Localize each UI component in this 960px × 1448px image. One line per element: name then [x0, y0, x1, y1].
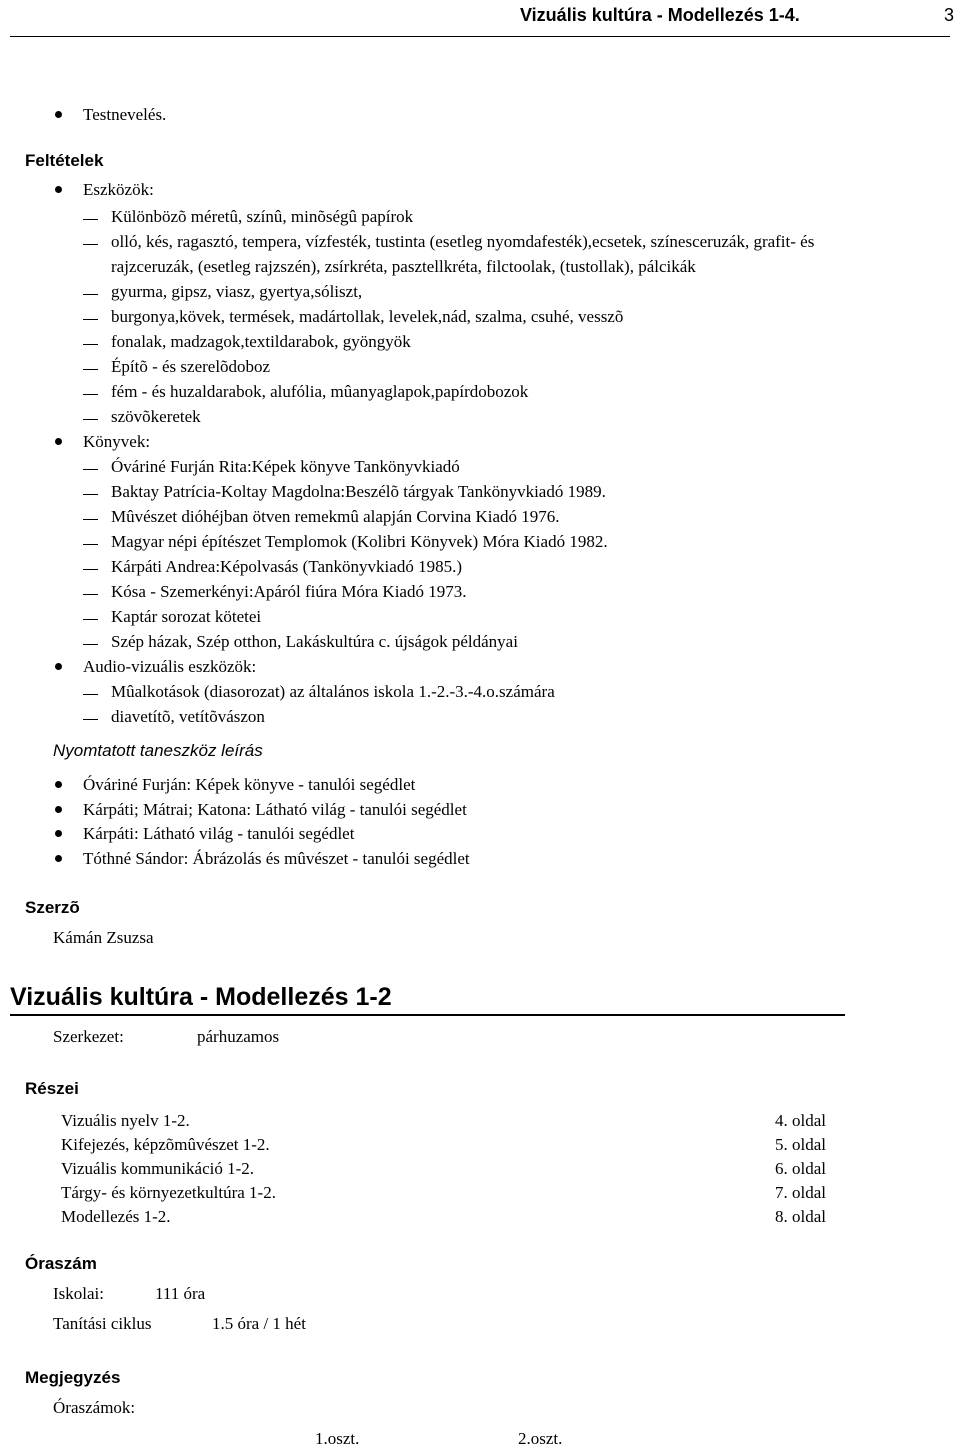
heading-feltetelek: Feltételek [25, 151, 104, 170]
list-item: Baktay Patrícia-Koltay Magdolna:Beszélõ tárgyak Tankönyvkiadó 1989. [111, 482, 606, 501]
label-szerkezet: Szerkezet: [53, 1027, 124, 1046]
dash-icon [83, 394, 98, 395]
section-title-rule [10, 1014, 845, 1016]
dash-icon [83, 219, 98, 220]
bullet-icon [55, 663, 62, 670]
dash-icon [83, 594, 98, 595]
column-header-1-oszt: 1.oszt. [315, 1429, 360, 1448]
dash-icon [83, 494, 98, 495]
list-item: Kárpáti; Mátrai; Katona: Látható világ - tanulói segédlet [83, 800, 467, 819]
list-item: diavetítõ, vetítõvászon [111, 707, 265, 726]
list-item: Kaptár sorozat kötetei [111, 607, 262, 626]
list-item: Mûalkotások (diasorozat) az általános iskola 1.-2.-3.-4.o.számára [111, 682, 555, 701]
dash-icon [83, 319, 98, 320]
list-item: Mûvészet dióhéjban ötven remekmû alapján Corvina Kiadó 1976. [111, 507, 560, 526]
value-iskolai: 111 óra [155, 1284, 206, 1303]
table-row-page: 7. oldal [775, 1183, 826, 1202]
list-item: Kósa - Szemerkényi:Apáról fiúra Móra Kiadó 1973. [111, 582, 467, 601]
heading-megjegyzes: Megjegyzés [25, 1368, 121, 1387]
dash-icon [83, 344, 98, 345]
page-number: 3 [944, 5, 955, 25]
table-row-page: 5. oldal [775, 1135, 826, 1154]
list-item: Óváriné Furján Rita:Képek könyve Tankönyvkiadó [111, 457, 460, 476]
bullet-icon [55, 186, 62, 193]
table-row-name: Modellezés 1-2. [61, 1207, 171, 1226]
list-item: Építõ - és szerelõdoboz [111, 357, 271, 376]
dash-icon [83, 294, 98, 295]
dash-icon [83, 569, 98, 570]
column-header-2-oszt: 2.oszt. [518, 1429, 563, 1448]
table-row-page: 6. oldal [775, 1159, 826, 1178]
dash-icon [83, 369, 98, 370]
table-row-page: 4. oldal [775, 1111, 826, 1130]
bullet-icon [55, 855, 62, 862]
author-name: Kámán Zsuzsa [53, 928, 154, 947]
section-title: Vizuális kultúra - Modellezés 1-2 [10, 983, 392, 1011]
list-item: Kárpáti Andrea:Képolvasás (Tankönyvkiadó 1985.) [111, 557, 462, 576]
label-tanitasi-ciklus: Tanítási ciklus [53, 1314, 152, 1333]
list-item-testneveles: Testnevelés. [83, 105, 167, 124]
list-item: gyurma, gipsz, viasz, gyertya,sóliszt, [111, 282, 363, 301]
list-item: fonalak, madzagok,textildarabok, gyöngyök [111, 332, 411, 351]
table-row-page: 8. oldal [775, 1207, 826, 1226]
table-row-name: Kifejezés, képzõmûvészet 1-2. [61, 1135, 270, 1154]
list-item: burgonya,kövek, termések, madártollak, levelek,nád, szalma, csuhé, vesszõ [111, 307, 624, 326]
list-item: Szép házak, Szép otthon, Lakáskultúra c. újságok példányai [111, 632, 518, 651]
bullet-icon [55, 438, 62, 445]
list-item: Magyar népi építészet Templomok (Kolibri Könyvek) Móra Kiadó 1982. [111, 532, 608, 551]
bullet-icon [55, 806, 62, 813]
table-row-name: Tárgy- és környezetkultúra 1-2. [61, 1183, 276, 1202]
list-item: olló, kés, ragasztó, tempera, vízfesték, tustinta (esetleg nyomdafesték),ecsetek, színesceruzák, grafit- és [111, 232, 815, 251]
running-header-title: Vizuális kultúra - Modellezés 1-4. [520, 5, 800, 25]
label-konyvek: Könyvek: [83, 432, 151, 451]
table-row-name: Vizuális nyelv 1-2. [61, 1111, 190, 1130]
list-item: Tóthné Sándor: Ábrázolás és mûvészet - tanulói segédlet [83, 849, 470, 868]
bullet-icon [55, 830, 62, 837]
dash-icon [83, 519, 98, 520]
dash-icon [83, 619, 98, 620]
value-szerkezet: párhuzamos [197, 1027, 280, 1046]
label-eszkozok: Eszközök: [83, 180, 154, 199]
heading-nyomtatott-taneszkoz: Nyomtatott taneszköz leírás [53, 741, 263, 760]
bullet-icon [55, 781, 62, 788]
heading-oraszam: Óraszám [25, 1254, 97, 1273]
bullet-icon [55, 111, 62, 118]
value-tanitasi-ciklus: 1.5 óra / 1 hét [212, 1314, 306, 1333]
heading-reszei: Részei [25, 1079, 79, 1098]
dash-icon [83, 694, 98, 695]
dash-icon [83, 644, 98, 645]
label-oraszamok: Óraszámok: [53, 1398, 136, 1417]
list-item-continuation: rajzceruzák, (esetleg rajzszén), zsírkréta, pasztellkréta, filctoolak, (tustollak), pálcikák [111, 257, 696, 276]
label-audio-vizualis: Audio-vizuális eszközök: [83, 657, 257, 676]
dash-icon [83, 469, 98, 470]
list-item: Kárpáti: Látható világ - tanulói segédlet [83, 824, 355, 843]
table-row-name: Vizuális kommunikáció 1-2. [61, 1159, 255, 1178]
heading-szerzo: Szerzõ [25, 898, 80, 917]
list-item: Különbözõ méretû, színû, minõségû papírok [111, 207, 414, 226]
dash-icon [83, 544, 98, 545]
header-rule [10, 36, 950, 37]
dash-icon [83, 719, 98, 720]
list-item: fém - és huzaldarabok, alufólia, mûanyaglapok,papírdobozok [111, 382, 529, 401]
label-iskolai: Iskolai: [53, 1284, 104, 1303]
dash-icon [83, 244, 98, 245]
list-item: szövõkeretek [111, 407, 201, 426]
list-item: Óváriné Furján: Képek könyve - tanulói segédlet [83, 775, 416, 794]
dash-icon [83, 419, 98, 420]
